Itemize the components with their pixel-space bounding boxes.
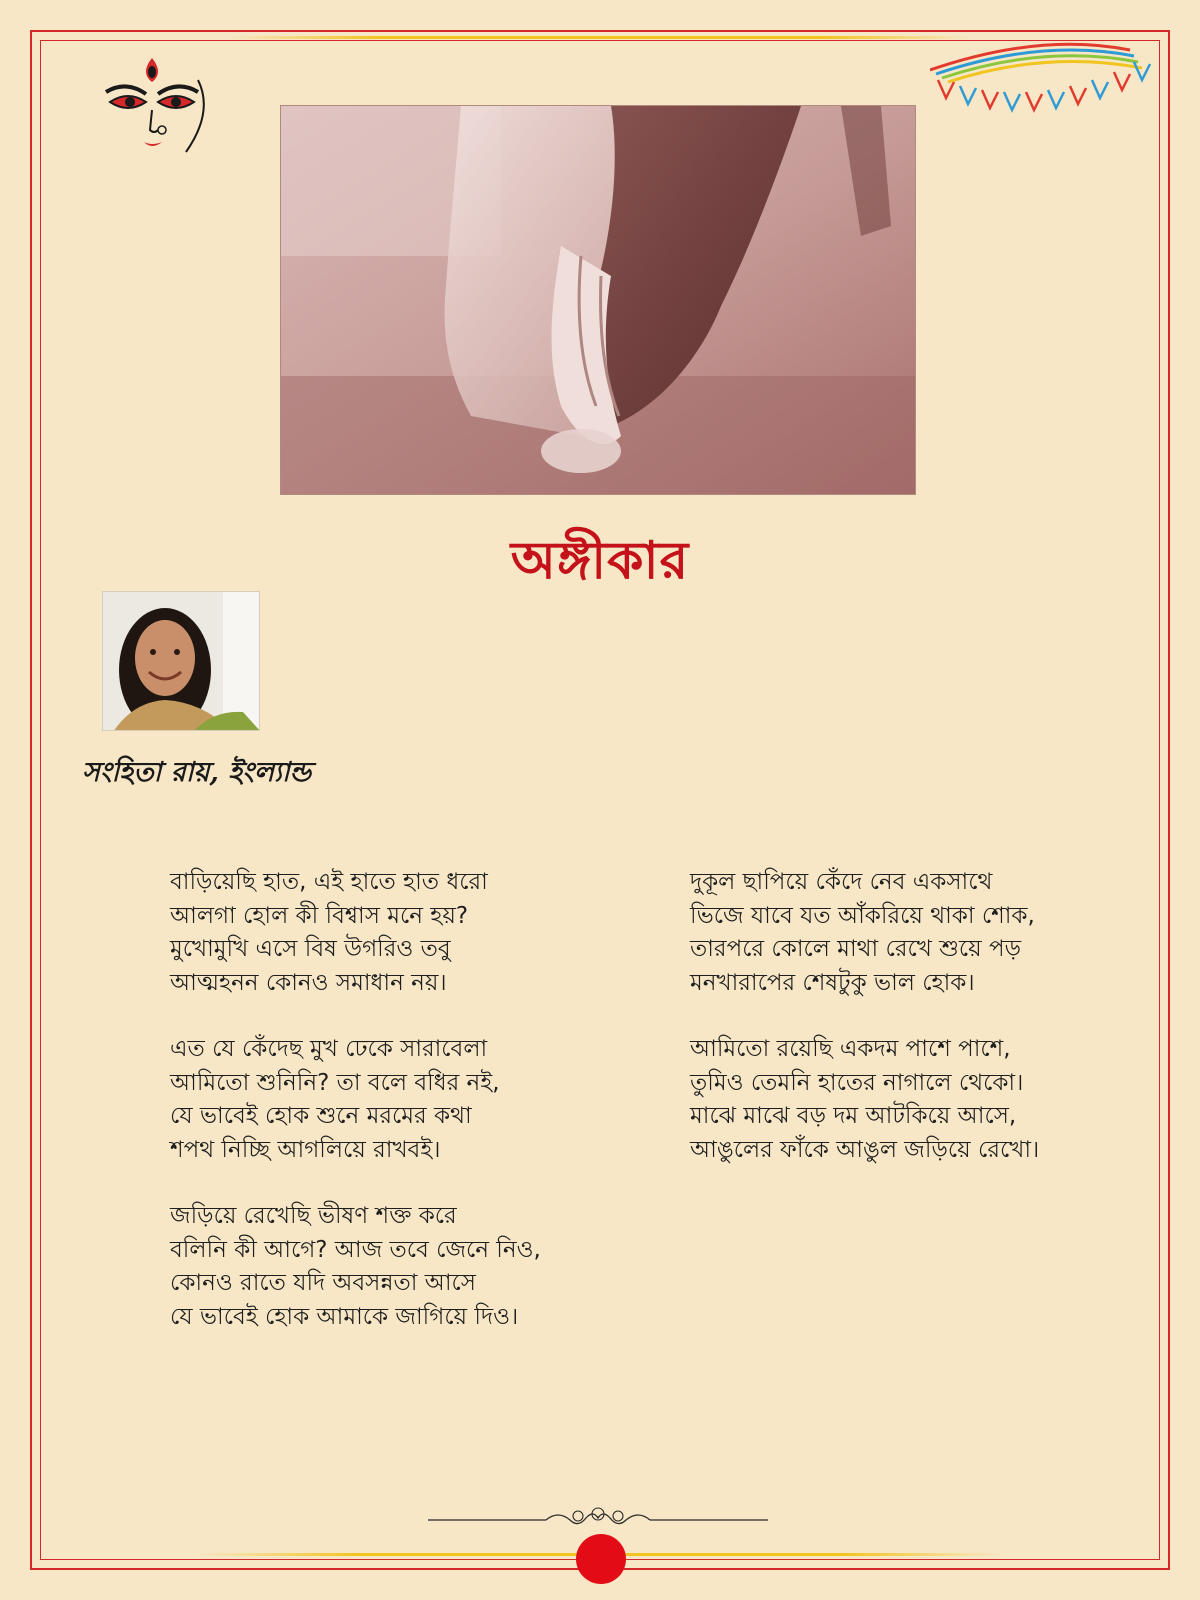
poem-line: আলগা হোল কী বিশ্বাস মনে হয়?	[170, 902, 469, 929]
poem-line: মুখোমুখি এসে বিষ উগরিও তবু	[170, 936, 451, 962]
stanza	[170, 1033, 610, 1167]
hands-holding-icon	[281, 106, 916, 495]
poem-title: অঙ্গীকার	[510, 530, 690, 591]
stanza	[170, 866, 610, 1000]
poem-line: বাড়িয়েছি হাত, এই হাতে হাত ধরো	[170, 869, 488, 895]
red-dot-icon	[576, 1534, 626, 1584]
poem-line: দুকূল ছাপিয়ে কেঁদে নেব একসাথে	[690, 869, 993, 895]
poem-line: তারপরে কোলে মাথা রেখে শুয়ে পড়	[690, 936, 1022, 962]
stanza	[170, 1200, 610, 1334]
poem-line: মনখারাপের শেষটুকু ভাল হোক।	[690, 969, 975, 996]
author-avatar	[102, 591, 260, 731]
poem-column-left	[170, 866, 610, 1367]
poem-line: আমিতো রয়েছি একদম পাশে পাশে,	[690, 1036, 1011, 1062]
poem-line: আমিতো শুনিনি? তা বলে বধির নই,	[170, 1069, 500, 1096]
poem-line: কোনও রাতে যদি অবসন্নতা আসে	[170, 1270, 476, 1296]
poem-line: মাঝে মাঝে বড় দম আটকিয়ে আসে,	[690, 1103, 1017, 1129]
poem-line: যে ভাবেই হোক আমাকে জাগিয়ে দিও।	[170, 1303, 519, 1330]
durga-face-icon	[100, 50, 220, 160]
poem-line: তুমিও তেমনি হাতের নাগালে থেকো।	[690, 1069, 1024, 1096]
author-name: সংহিতা রায়, ইংল্যান্ড	[82, 757, 312, 788]
stanza	[690, 866, 1110, 1000]
poem-column-right	[690, 866, 1110, 1200]
poem-line: আঙুলের ফাঁকে আঙুল জড়িয়ে রেখো।	[690, 1136, 1040, 1163]
hero-image	[280, 105, 916, 495]
poem-line: যে ভাবেই হোক শুনে মরমের কথা	[170, 1103, 472, 1129]
poem-line: জড়িয়ে রেখেছি ভীষণ শক্ত করে	[170, 1203, 457, 1229]
poem-line: আত্মহনন কোনও সমাধান নয়।	[170, 969, 447, 996]
poem-line: ভিজে যাবে যত আঁকরিয়ে থাকা শোক,	[690, 902, 1035, 929]
top-gold-line	[230, 36, 970, 39]
festive-bunting-icon	[930, 40, 1160, 115]
poem-line: এত যে কেঁদেছ মুখ ঢেকে সারাবেলা	[170, 1036, 488, 1062]
poem-line: বলিনি কী আগে? আজ তবে জেনে নিও,	[170, 1236, 541, 1263]
stanza	[690, 1033, 1110, 1167]
poem-line: শপথ নিচ্ছি আগলিয়ে রাখবই।	[170, 1136, 441, 1163]
